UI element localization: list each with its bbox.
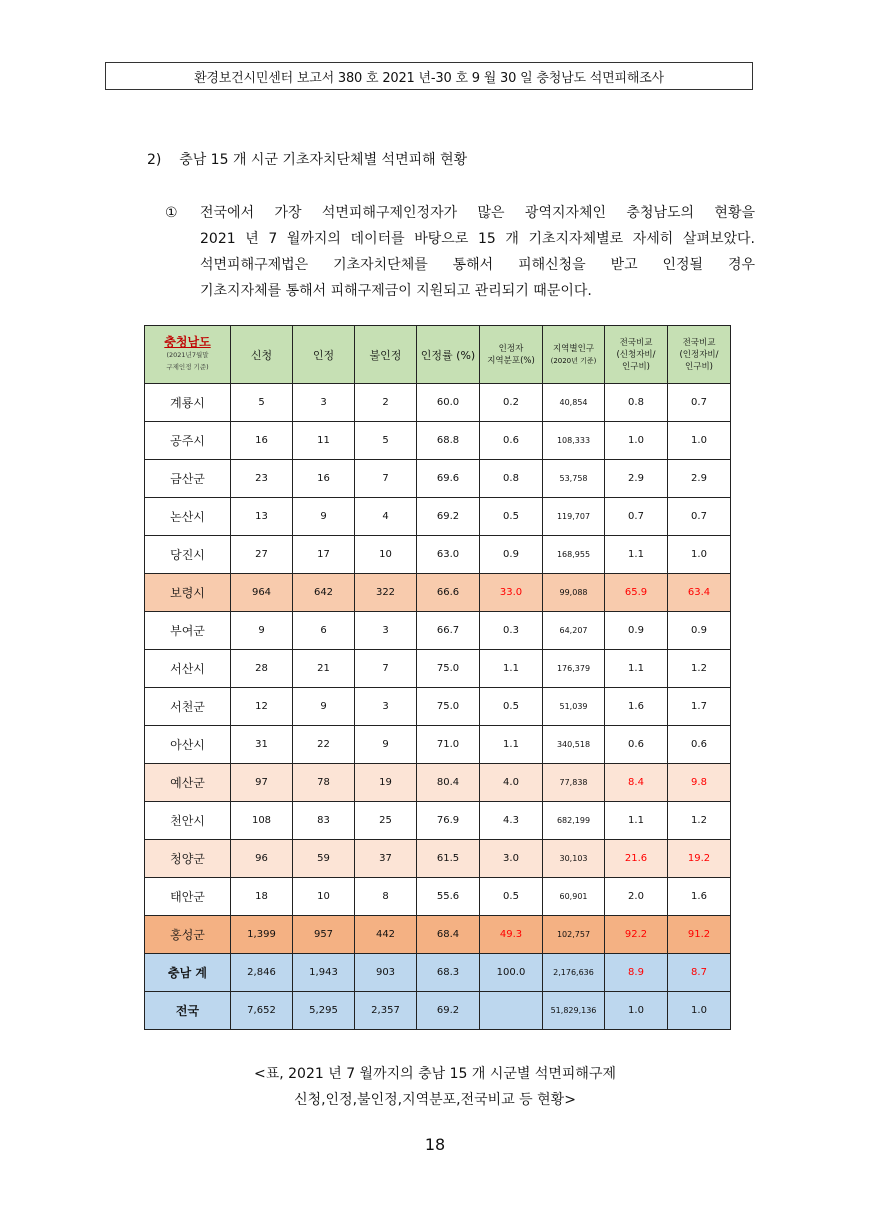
cell-name: 청양군 [145,840,231,878]
cell-dist: 0.5 [480,688,543,726]
table-row [145,688,731,726]
cell-apply: 964 [231,574,293,612]
header-distribution-line: 지역분포(%) [487,355,535,366]
section-title: 충남 15 개 시군 기초자치단체별 석면피해 현황 [179,152,468,168]
cell-approve: 59 [293,840,355,878]
cell-cmp1: 0.6 [605,726,668,764]
header-compare-apply [605,326,668,384]
cell-dist: 4.3 [480,802,543,840]
cell-dist: 0.5 [480,878,543,916]
cell-approve: 16 [293,460,355,498]
cell-rate: 63.0 [417,536,480,574]
cell-dist: 33.0 [480,574,543,612]
cell-cmp1: 21.6 [605,840,668,878]
cell-rate: 69.2 [417,992,480,1030]
cell-rate: 76.9 [417,802,480,840]
cell-apply: 31 [231,726,293,764]
region-title: 충청남도 [164,335,211,349]
cell-cmp2: 1.0 [668,422,731,460]
table-row [145,574,731,612]
cell-cmp2: 9.8 [668,764,731,802]
table-header-row [145,326,731,384]
cell-dist: 0.3 [480,612,543,650]
header-rate: 인정률 (%) [417,326,480,384]
cell-approve: 9 [293,498,355,536]
cell-cmp2: 0.7 [668,384,731,422]
cell-reject: 8 [355,878,417,916]
body-paragraph [165,200,755,304]
cell-cmp1: 2.0 [605,878,668,916]
cell-reject: 322 [355,574,417,612]
cell-cmp1: 1.1 [605,802,668,840]
cell-approve: 10 [293,878,355,916]
caption-line: <표, 2021 년 7 월까지의 충남 15 개 시군별 석면피해구제 [253,1066,616,1082]
cell-reject: 3 [355,612,417,650]
cell-cmp1: 2.9 [605,460,668,498]
cell-reject: 19 [355,764,417,802]
cell-name: 공주시 [145,422,231,460]
cell-dist: 0.9 [480,536,543,574]
cell-cmp1: 1.0 [605,992,668,1030]
cell-pop: 30,103 [543,840,605,878]
cell-name: 서천군 [145,688,231,726]
cell-approve: 6 [293,612,355,650]
cell-reject: 7 [355,650,417,688]
cell-rate: 68.3 [417,954,480,992]
cell-cmp2: 91.2 [668,916,731,954]
header-region [145,326,231,384]
cell-dist: 0.5 [480,498,543,536]
cell-dist [480,992,543,1030]
table-row [145,498,731,536]
page-number: 18 [424,1135,446,1154]
cell-pop: 40,854 [543,384,605,422]
cell-pop: 64,207 [543,612,605,650]
cell-apply: 12 [231,688,293,726]
table-caption [0,1061,870,1113]
cell-cmp1: 1.6 [605,688,668,726]
table-row [145,612,731,650]
table-row [145,802,731,840]
cell-rate: 68.4 [417,916,480,954]
cell-rate: 55.6 [417,878,480,916]
cell-approve: 3 [293,384,355,422]
cell-apply: 2,846 [231,954,293,992]
cell-cmp2: 1.0 [668,992,731,1030]
paragraph-line: 석면피해구제법은 기초자치단체를 통해서 피해신청을 받고 인정될 경우 [200,257,755,273]
cell-reject: 10 [355,536,417,574]
cell-approve: 11 [293,422,355,460]
cell-cmp2: 0.9 [668,612,731,650]
cell-rate: 66.7 [417,612,480,650]
asbestos-damage-table [144,325,731,1030]
cell-apply: 97 [231,764,293,802]
cell-reject: 2 [355,384,417,422]
cell-cmp1: 65.9 [605,574,668,612]
paragraph-line: 전국에서 가장 석면피해구제인정자가 많은 광역지자체인 충청남도의 현황을 [200,205,755,221]
cell-pop: 176,379 [543,650,605,688]
cell-rate: 75.0 [417,688,480,726]
cell-approve: 21 [293,650,355,688]
cell-pop: 340,518 [543,726,605,764]
report-header: 환경보건시민센터 보고서 380 호 2021 년-30 호 9 월 30 일 충청남도 석면피해조사 [105,62,753,90]
cell-name: 아산시 [145,726,231,764]
cell-pop: 119,707 [543,498,605,536]
table-row [145,840,731,878]
cell-pop: 108,333 [543,422,605,460]
cell-reject: 3 [355,688,417,726]
cell-name: 보령시 [145,574,231,612]
cell-approve: 642 [293,574,355,612]
table-row [145,536,731,574]
cell-pop: 60,901 [543,878,605,916]
cell-name: 계룡시 [145,384,231,422]
cell-approve: 78 [293,764,355,802]
cell-dist: 1.1 [480,726,543,764]
cell-dist: 3.0 [480,840,543,878]
cell-apply: 108 [231,802,293,840]
cell-name: 서산시 [145,650,231,688]
cell-cmp1: 8.9 [605,954,668,992]
cell-rate: 80.4 [417,764,480,802]
cell-cmp1: 0.9 [605,612,668,650]
cell-reject: 37 [355,840,417,878]
cell-name: 충남 계 [145,954,231,992]
cell-dist: 0.6 [480,422,543,460]
cell-apply: 28 [231,650,293,688]
cell-rate: 60.0 [417,384,480,422]
header-population-line: (2020년 기준) [550,356,597,365]
cell-reject: 4 [355,498,417,536]
cell-rate: 61.5 [417,840,480,878]
cell-cmp2: 1.0 [668,536,731,574]
cell-reject: 2,357 [355,992,417,1030]
cell-name: 천안시 [145,802,231,840]
cell-name: 전국 [145,992,231,1030]
table-row [145,878,731,916]
table-row [145,384,731,422]
table-row [145,726,731,764]
header-distribution-line: 인정자 [498,343,524,354]
cell-reject: 9 [355,726,417,764]
section-number: 2) [147,152,162,168]
region-note: (2021년7월말 [166,351,209,359]
table-row [145,954,731,992]
cell-name: 논산시 [145,498,231,536]
header-compare-line: 인구비) [685,361,713,372]
cell-apply: 5 [231,384,293,422]
header-compare-line: (신청자비/ [616,349,656,360]
cell-apply: 1,399 [231,916,293,954]
cell-cmp2: 1.2 [668,802,731,840]
cell-apply: 23 [231,460,293,498]
table-row [145,992,731,1030]
cell-reject: 5 [355,422,417,460]
table-row [145,764,731,802]
cell-cmp2: 1.2 [668,650,731,688]
cell-reject: 25 [355,802,417,840]
cell-rate: 68.8 [417,422,480,460]
header-compare-line: 인구비) [622,361,650,372]
cell-dist: 4.0 [480,764,543,802]
cell-approve: 22 [293,726,355,764]
cell-name: 홍성군 [145,916,231,954]
cell-name: 태안군 [145,878,231,916]
cell-name: 부여군 [145,612,231,650]
header-compare-line: (인정자비/ [679,349,719,360]
cell-cmp2: 63.4 [668,574,731,612]
paragraph-line: 기초지자체를 통해서 피해구제금이 지원되고 관리되기 때문이다. [200,283,592,299]
cell-cmp1: 1.1 [605,536,668,574]
header-compare-line: 전국비교 [682,337,716,348]
cell-cmp2: 2.9 [668,460,731,498]
cell-apply: 7,652 [231,992,293,1030]
cell-rate: 71.0 [417,726,480,764]
header-compare-line: 전국비교 [619,337,653,348]
cell-dist: 0.2 [480,384,543,422]
caption-line: 신청,인정,불인정,지역분포,전국비교 등 현황> [294,1092,576,1108]
cell-dist: 100.0 [480,954,543,992]
cell-approve: 5,295 [293,992,355,1030]
cell-approve: 17 [293,536,355,574]
header-distribution [480,326,543,384]
cell-approve: 9 [293,688,355,726]
cell-pop: 102,757 [543,916,605,954]
cell-approve: 83 [293,802,355,840]
table-row [145,460,731,498]
cell-dist: 49.3 [480,916,543,954]
cell-name: 당진시 [145,536,231,574]
cell-apply: 16 [231,422,293,460]
cell-reject: 7 [355,460,417,498]
cell-reject: 442 [355,916,417,954]
circled-number-marker: ① [165,205,178,221]
header-apply: 신청 [231,326,293,384]
cell-apply: 9 [231,612,293,650]
cell-pop: 2,176,636 [543,954,605,992]
table-row [145,916,731,954]
header-population [543,326,605,384]
header-compare-approve [668,326,731,384]
cell-rate: 75.0 [417,650,480,688]
cell-rate: 66.6 [417,574,480,612]
cell-name: 예산군 [145,764,231,802]
cell-cmp2: 0.6 [668,726,731,764]
table-row [145,650,731,688]
cell-cmp2: 1.6 [668,878,731,916]
cell-pop: 53,758 [543,460,605,498]
cell-apply: 18 [231,878,293,916]
cell-pop: 682,199 [543,802,605,840]
cell-apply: 96 [231,840,293,878]
cell-approve: 1,943 [293,954,355,992]
cell-approve: 957 [293,916,355,954]
cell-pop: 99,088 [543,574,605,612]
cell-rate: 69.2 [417,498,480,536]
cell-dist: 0.8 [480,460,543,498]
header-approve: 인정 [293,326,355,384]
cell-cmp2: 19.2 [668,840,731,878]
section-heading [147,149,467,169]
cell-pop: 168,955 [543,536,605,574]
table-row [145,422,731,460]
cell-cmp1: 8.4 [605,764,668,802]
cell-reject: 903 [355,954,417,992]
cell-pop: 51,039 [543,688,605,726]
cell-cmp2: 8.7 [668,954,731,992]
region-note: 구제인정 기준) [166,363,209,371]
cell-rate: 69.6 [417,460,480,498]
header-reject: 불인정 [355,326,417,384]
cell-pop: 51,829,136 [543,992,605,1030]
cell-cmp1: 92.2 [605,916,668,954]
paragraph-line: 2021 년 7 월까지의 데이터를 바탕으로 15 개 기초지자체별로 자세히 살펴보았다. [200,231,755,247]
cell-apply: 27 [231,536,293,574]
cell-cmp2: 0.7 [668,498,731,536]
cell-cmp1: 0.8 [605,384,668,422]
cell-cmp1: 1.1 [605,650,668,688]
cell-cmp2: 1.7 [668,688,731,726]
cell-cmp1: 0.7 [605,498,668,536]
cell-apply: 13 [231,498,293,536]
cell-pop: 77,838 [543,764,605,802]
cell-name: 금산군 [145,460,231,498]
cell-cmp1: 1.0 [605,422,668,460]
cell-dist: 1.1 [480,650,543,688]
header-population-line: 지역별인구 [552,343,595,354]
